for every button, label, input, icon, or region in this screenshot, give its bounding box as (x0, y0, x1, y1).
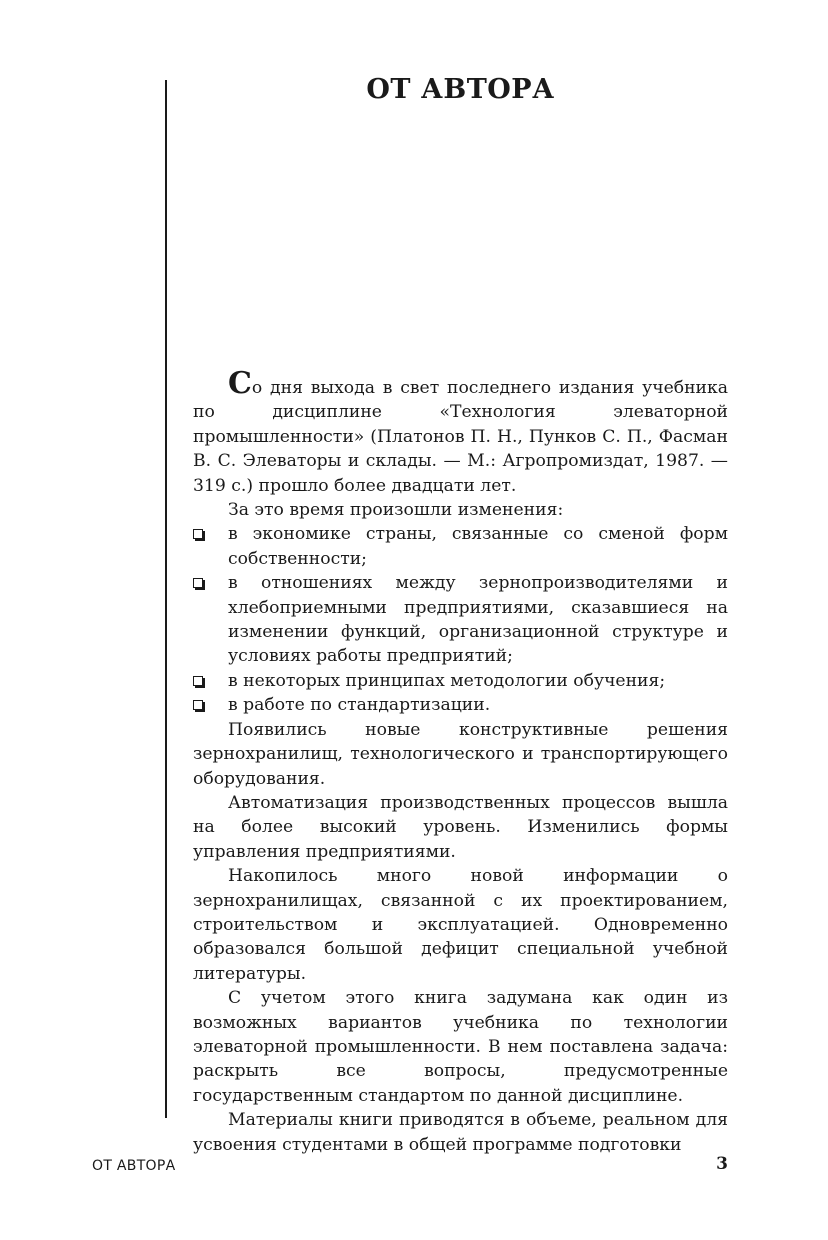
drop-cap: С (228, 366, 252, 401)
paragraph: С учетом этого книга задумана как один из возможных вариантов учебника по технологии элеваторной промышленности. В нем поставлена задача: раскрыть все вопросы, предусмотренные государственным стандартом по данной дисциплине. (193, 988, 728, 1106)
changes-intro: За это время произошли изменения: (228, 500, 564, 521)
page-title: ОТ АВТОРА (366, 74, 555, 105)
paragraph: Появились новые конструктивные решения зернохранилищ, технологического и транспортирующего оборудования. (193, 719, 728, 789)
running-head: ОТ АВТОРА (92, 1158, 176, 1174)
list-item: в некоторых принципах методологии обучения; (193, 669, 728, 693)
margin-vertical-rule (165, 80, 167, 1118)
checkbox-bullet-icon (193, 676, 203, 686)
page-body (193, 366, 728, 1157)
list-item: в экономике страны, связанные со сменой форм собственности; (193, 522, 728, 571)
checkbox-bullet-icon (193, 529, 203, 539)
paragraph: Накопилось много новой информации о зернохранилищах, связанной с их проектированием, строительством и эксплуатацией. Одновременно образовался большой дефицит специальной учебной литературы. (193, 866, 728, 984)
paragraph: Материалы книги приводятся в объеме, реальном для усвоения студентами в общей программе подготовки (193, 1110, 728, 1155)
checkbox-bullet-icon (193, 578, 203, 588)
intro-paragraph (193, 366, 728, 498)
paragraph: Автоматизация производственных процессов вышла на более высокий уровень. Изменились формы управления предприятиями. (193, 792, 728, 862)
changes-list (193, 522, 728, 717)
intro-text: о дня выхода в свет последнего издания учебника по дисциплине «Технология элеваторной промышленности» (Платонов П. Н., Пунков С. П., Фасман В. С. Элеваторы и склады. — М.: Агропромиздат, 1987. — 319 с.) прошло более двадцати лет. (193, 378, 728, 496)
checkbox-bullet-icon (193, 700, 203, 710)
list-item: в работе по стандартизации. (193, 693, 728, 717)
page-number: 3 (716, 1154, 728, 1174)
list-item: в отношениях между зернопроизводителями и хлебоприемными предприятиями, сказавшиеся на изменении функций, организационной структуре и условиях работы предприятий; (193, 571, 728, 669)
